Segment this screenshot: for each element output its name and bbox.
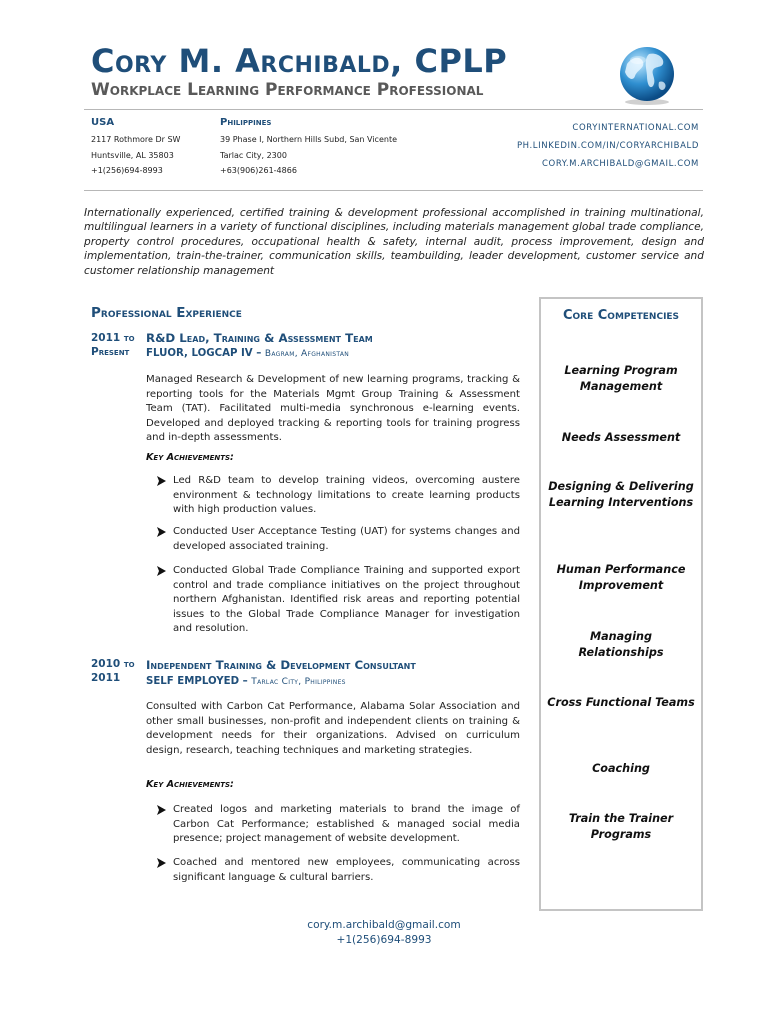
achievement-item [156,525,520,554]
achievement-item [156,564,520,637]
achievement-text: Coached and mentored new employees, communicating across significant language & cultural barriers. [173,857,520,883]
employer-name: FLUOR, LOGCAP IV [146,348,253,359]
job-dates-start: 2010 to [91,658,135,670]
achievement-item [156,474,520,518]
job-description: Managed Research & Development of new learning programs, tracking & reporting tools for the Materials Mgmt Group Training & Assessment Team (TAT). Facilitated multi-media synchronous e-learning events. Developed and deployed tracking & reporting tools for training progress and in-depth assessments. [146,374,520,443]
contact-usa-street: 2117 Rothmore Dr SW [91,135,181,144]
employer-name: SELF EMPLOYED [146,676,240,687]
contact-usa [91,116,180,179]
job-description: Consulted with Carbon Cat Performance, Alabama Solar Association and other small businesses, non-profit and independent clients on training & development needs for their organizations. Advised on curriculum design, research, teaching techniques and marketing strategies. [146,701,520,756]
competency-item: Designing & Delivering Learning Interventions [548,480,694,509]
achievement-item [156,803,520,847]
arrow-bullet-icon [156,565,168,577]
website-link[interactable]: CORYINTERNATIONAL.COM [572,123,699,133]
competencies-heading: Core Competencies [562,308,680,323]
contact-ph-city: Tarlac City, 2300 [220,150,287,160]
employer-location: Bagram, Afghanistan [264,349,350,359]
competency-item: Managing Relationships [578,630,664,659]
competency-item: Needs Assessment [561,431,681,444]
experience-heading: Professional Experience [91,305,242,321]
contact-ph-phone: +63(906)261-4866 [220,166,297,175]
contact-philippines-label: Philippines [220,117,272,128]
competency-item: Cross Functional Teams [547,696,695,709]
key-achievements-label: Key Achievements: [146,779,234,790]
job-employer: SELF EMPLOYED – Tarlac City, Philippines [146,676,346,687]
globe-icon [613,44,681,106]
contact-philippines [220,116,397,179]
competency-item: Coaching [592,762,650,775]
contact-links [517,119,699,173]
footer-email[interactable]: cory.m.archibald@gmail.com [307,919,461,931]
job-title: Independent Training & Development Consultant [146,658,416,672]
achievement-item [156,856,520,885]
contact-usa-city: Huntsville, AL 35803 [91,150,174,160]
contact-usa-phone: +1(256)694-8993 [91,166,163,175]
contact-divider [84,190,703,191]
achievement-text: Led R&D team to develop training videos, overcoming austere environment & technology limitations to create learning products with high production values. [173,475,520,515]
job-dates [91,657,135,685]
core-competencies-panel [539,297,703,911]
achievement-text: Conducted User Acceptance Testing (UAT) for systems changes and developed associated training. [173,526,520,552]
competency-item: Human Performance Improvement [556,563,686,592]
achievement-text: Conducted Global Trade Compliance Training and supported export control and trade compliance initiatives on the project throughout northern Afghanistan. Identified risk areas and reporting potential issues to the Global Trade Compliance Manager for investigation and resolution. [173,565,520,634]
arrow-bullet-icon [156,857,168,869]
footer-phone: +1(256)694-8993 [336,934,432,946]
job-title: R&D Lead, Training & Assessment Team [146,331,373,345]
achievement-text: Created logos and marketing materials to brand the image of Carbon Cat Performance; established & managed social media presence; project management of website development. [173,804,520,844]
arrow-bullet-icon [156,475,168,487]
competency-item: Learning Program Management [564,364,678,393]
resume-name: Cory M. Archibald, CPLP [91,42,508,80]
linkedin-link[interactable]: PH.LINKEDIN.COM/IN/CORYARCHIBALD [516,141,699,151]
professional-summary: Internationally experienced, certified training & development professional accomplished in training multinational, multilingual learners in a variety of functional disciplines, including materials management global trade compliance, property control procedures, occupational health & safety, internal audit, process improvement, design and implementation, train-the-trainer, communication skills, teambuilding, leader development, customer service and customer relationship management [84,207,704,277]
header-divider [84,109,703,110]
job-dates-start: 2011 to [91,332,135,344]
job-dates [91,331,135,359]
job-dates-end: Present [91,346,130,358]
job-employer: FLUOR, LOGCAP IV – Bagram, Afghanistan [146,348,350,359]
page-footer [0,918,768,948]
contact-usa-label: USA [91,117,115,128]
contact-ph-street: 39 Phase I, Northern Hills Subd, San Vicente [220,135,398,144]
key-achievements-label: Key Achievements: [146,452,234,463]
competency-item: Train the Trainer Programs [568,812,674,841]
employer-location: Tarlac City, Philippines [251,677,346,687]
email-link[interactable]: CORY.M.ARCHIBALD@GMAIL.COM [542,159,699,169]
resume-subtitle: Workplace Learning Performance Professional [91,80,484,100]
arrow-bullet-icon [156,526,168,538]
arrow-bullet-icon [156,804,168,816]
job-dates-end: 2011 [91,672,121,684]
